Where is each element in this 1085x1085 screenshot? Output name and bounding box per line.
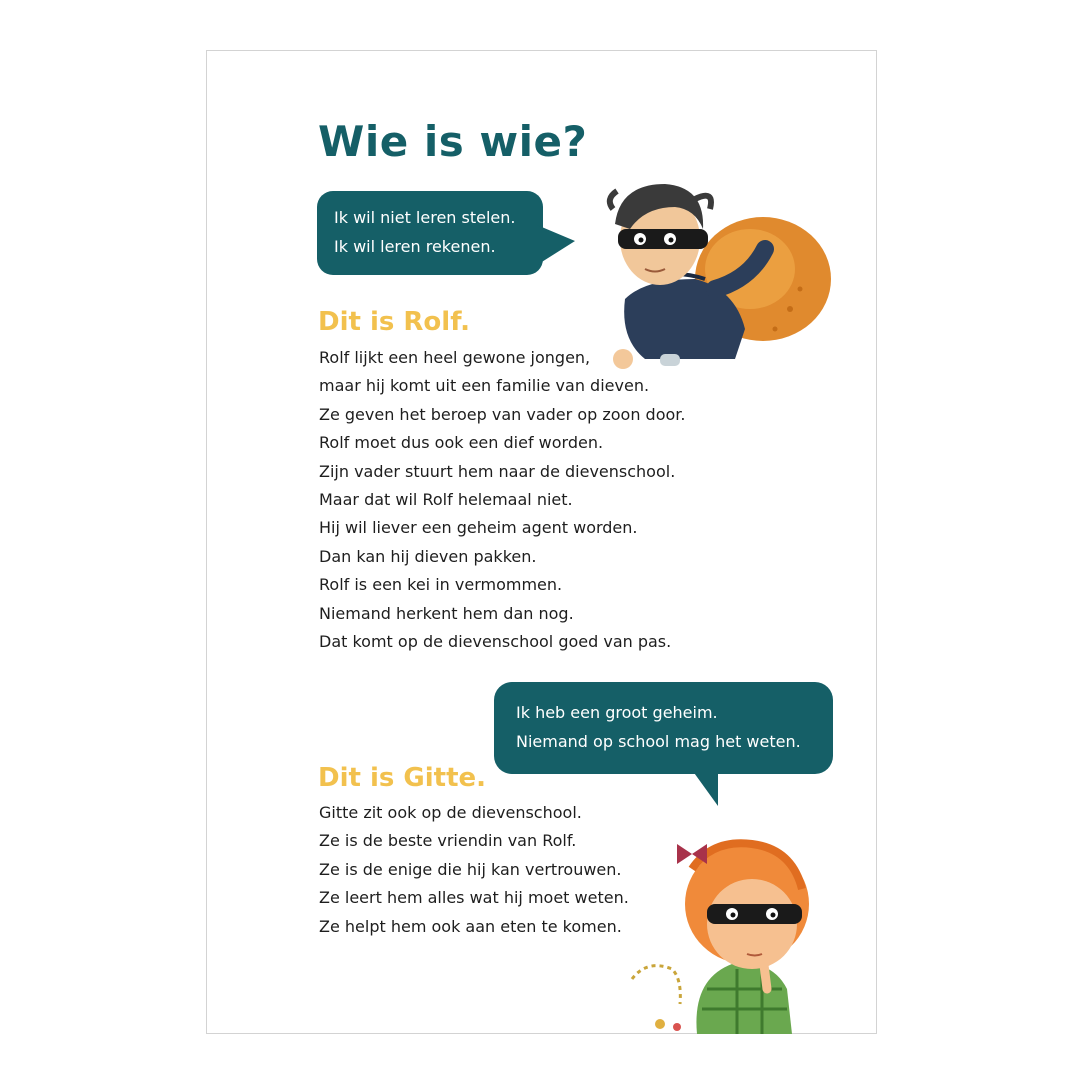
text-line: Gitte zit ook op de dievenschool. [319,803,582,822]
speech-bubble-rolf [317,191,543,275]
text-line: Ze is de beste vriendin van Rolf. [319,831,577,851]
text-line: Ze helpt hem ook aan eten te komen. [319,916,622,936]
speech-line: Ik wil leren rekenen. [334,237,496,256]
heading-gitte: Dit is Gitte. [318,763,487,793]
speech-line: Ik wil niet leren stelen. [334,208,516,227]
rolf-paragraph [319,344,685,656]
page-title: Wie is wie? [318,117,588,166]
heading-rolf: Dit is Rolf. [318,307,470,337]
text-line: Ze leert hem alles wat hij moet weten. [319,888,629,908]
gitte-illustration [622,829,827,1034]
text-line: Ze is de enige die hij kan vertrouwen. [319,859,622,879]
text-line: Rolf moet dus ook een dief worden. [319,433,604,453]
text-line: Rolf is een kei in vermommen. [319,575,563,595]
text-line: Rolf lijkt een heel gewone jongen, [319,348,591,367]
text-line: Hij wil liever een geheim agent worden. [319,518,638,538]
text-line: Niemand herkent hem dan nog. [319,603,574,623]
gitte-paragraph [319,799,629,941]
text-line: Zijn vader stuurt hem naar de dievenschool. [319,461,676,481]
rolf-illustration [585,129,835,369]
text-line: Ze geven het beroep van vader op zoon door. [319,404,686,424]
speech-line: Ik heb een groot geheim. [516,703,718,722]
text-line: Maar dat wil Rolf helemaal niet. [319,490,573,510]
text-line: Dat komt op de dievenschool goed van pas. [319,632,672,652]
text-line: maar hij komt uit een familie van dieven. [319,376,650,396]
text-line: Dan kan hij dieven pakken. [319,546,537,566]
speech-bubble-gitte [494,682,833,774]
speech-line: Niemand op school mag het weten. [516,732,801,751]
speech-bubble-tail [692,770,718,806]
speech-bubble-tail [537,225,575,265]
book-page [206,50,877,1034]
